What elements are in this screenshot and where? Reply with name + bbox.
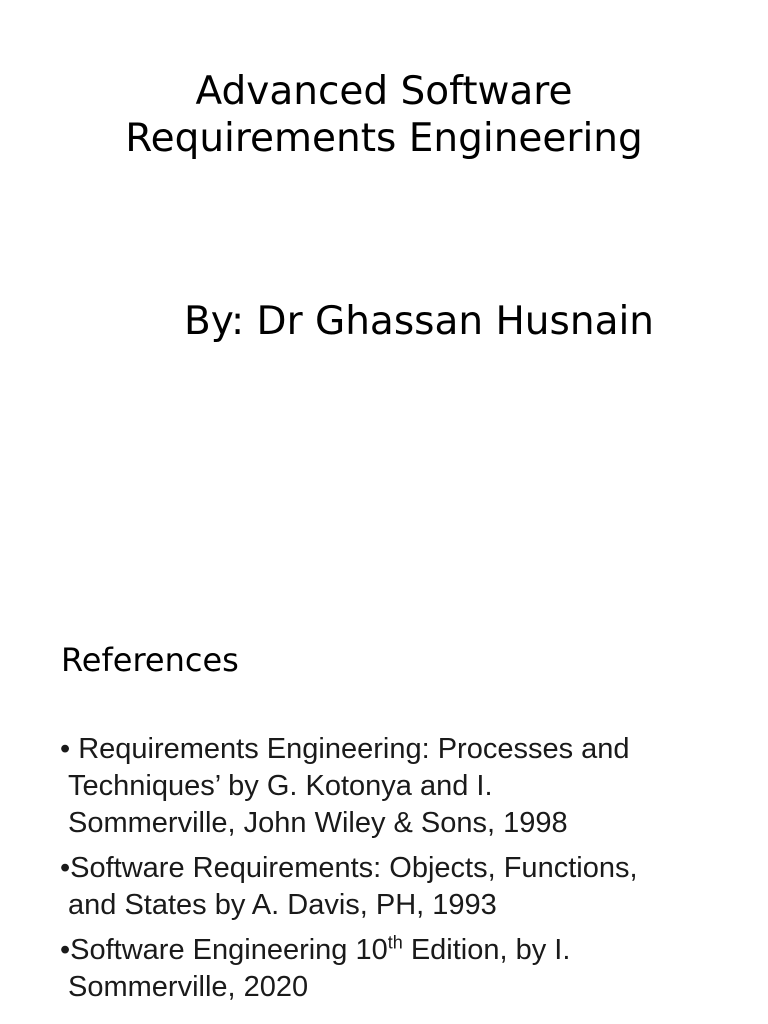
reference-2-line-2: and States by A. Davis, PH, 1993 [68, 889, 497, 921]
reference-3-line-2: Sommerville, 2020 [68, 971, 309, 1003]
slide-title [0, 68, 768, 162]
reference-3-ordinal-suffix: th [387, 932, 403, 953]
reference-1-line-2: Techniques’ by G. Kotonya and I. [68, 770, 493, 802]
reference-3-text-end: Edition, by I. [402, 934, 571, 966]
author-line: By: Dr Ghassan Husnain [184, 299, 655, 344]
reference-3-line-1 [60, 932, 750, 969]
slide-title-line-2: Requirements Engineering [125, 116, 643, 161]
references-list [60, 731, 750, 1014]
reference-1-line-3: Sommerville, John Wiley & Sons, 1998 [68, 807, 568, 839]
references-heading: References [61, 641, 239, 679]
reference-item-3 [60, 932, 750, 1006]
reference-item-2 [60, 850, 750, 924]
reference-item-1 [60, 731, 750, 842]
reference-3-text-start: •Software Engineering 10 [60, 934, 388, 966]
reference-2-line-1: •Software Requirements: Objects, Functions, [60, 852, 638, 884]
slide-title-line-1: Advanced Software [195, 69, 573, 114]
reference-1-line-1: • Requirements Engineering: Processes and [60, 733, 630, 765]
